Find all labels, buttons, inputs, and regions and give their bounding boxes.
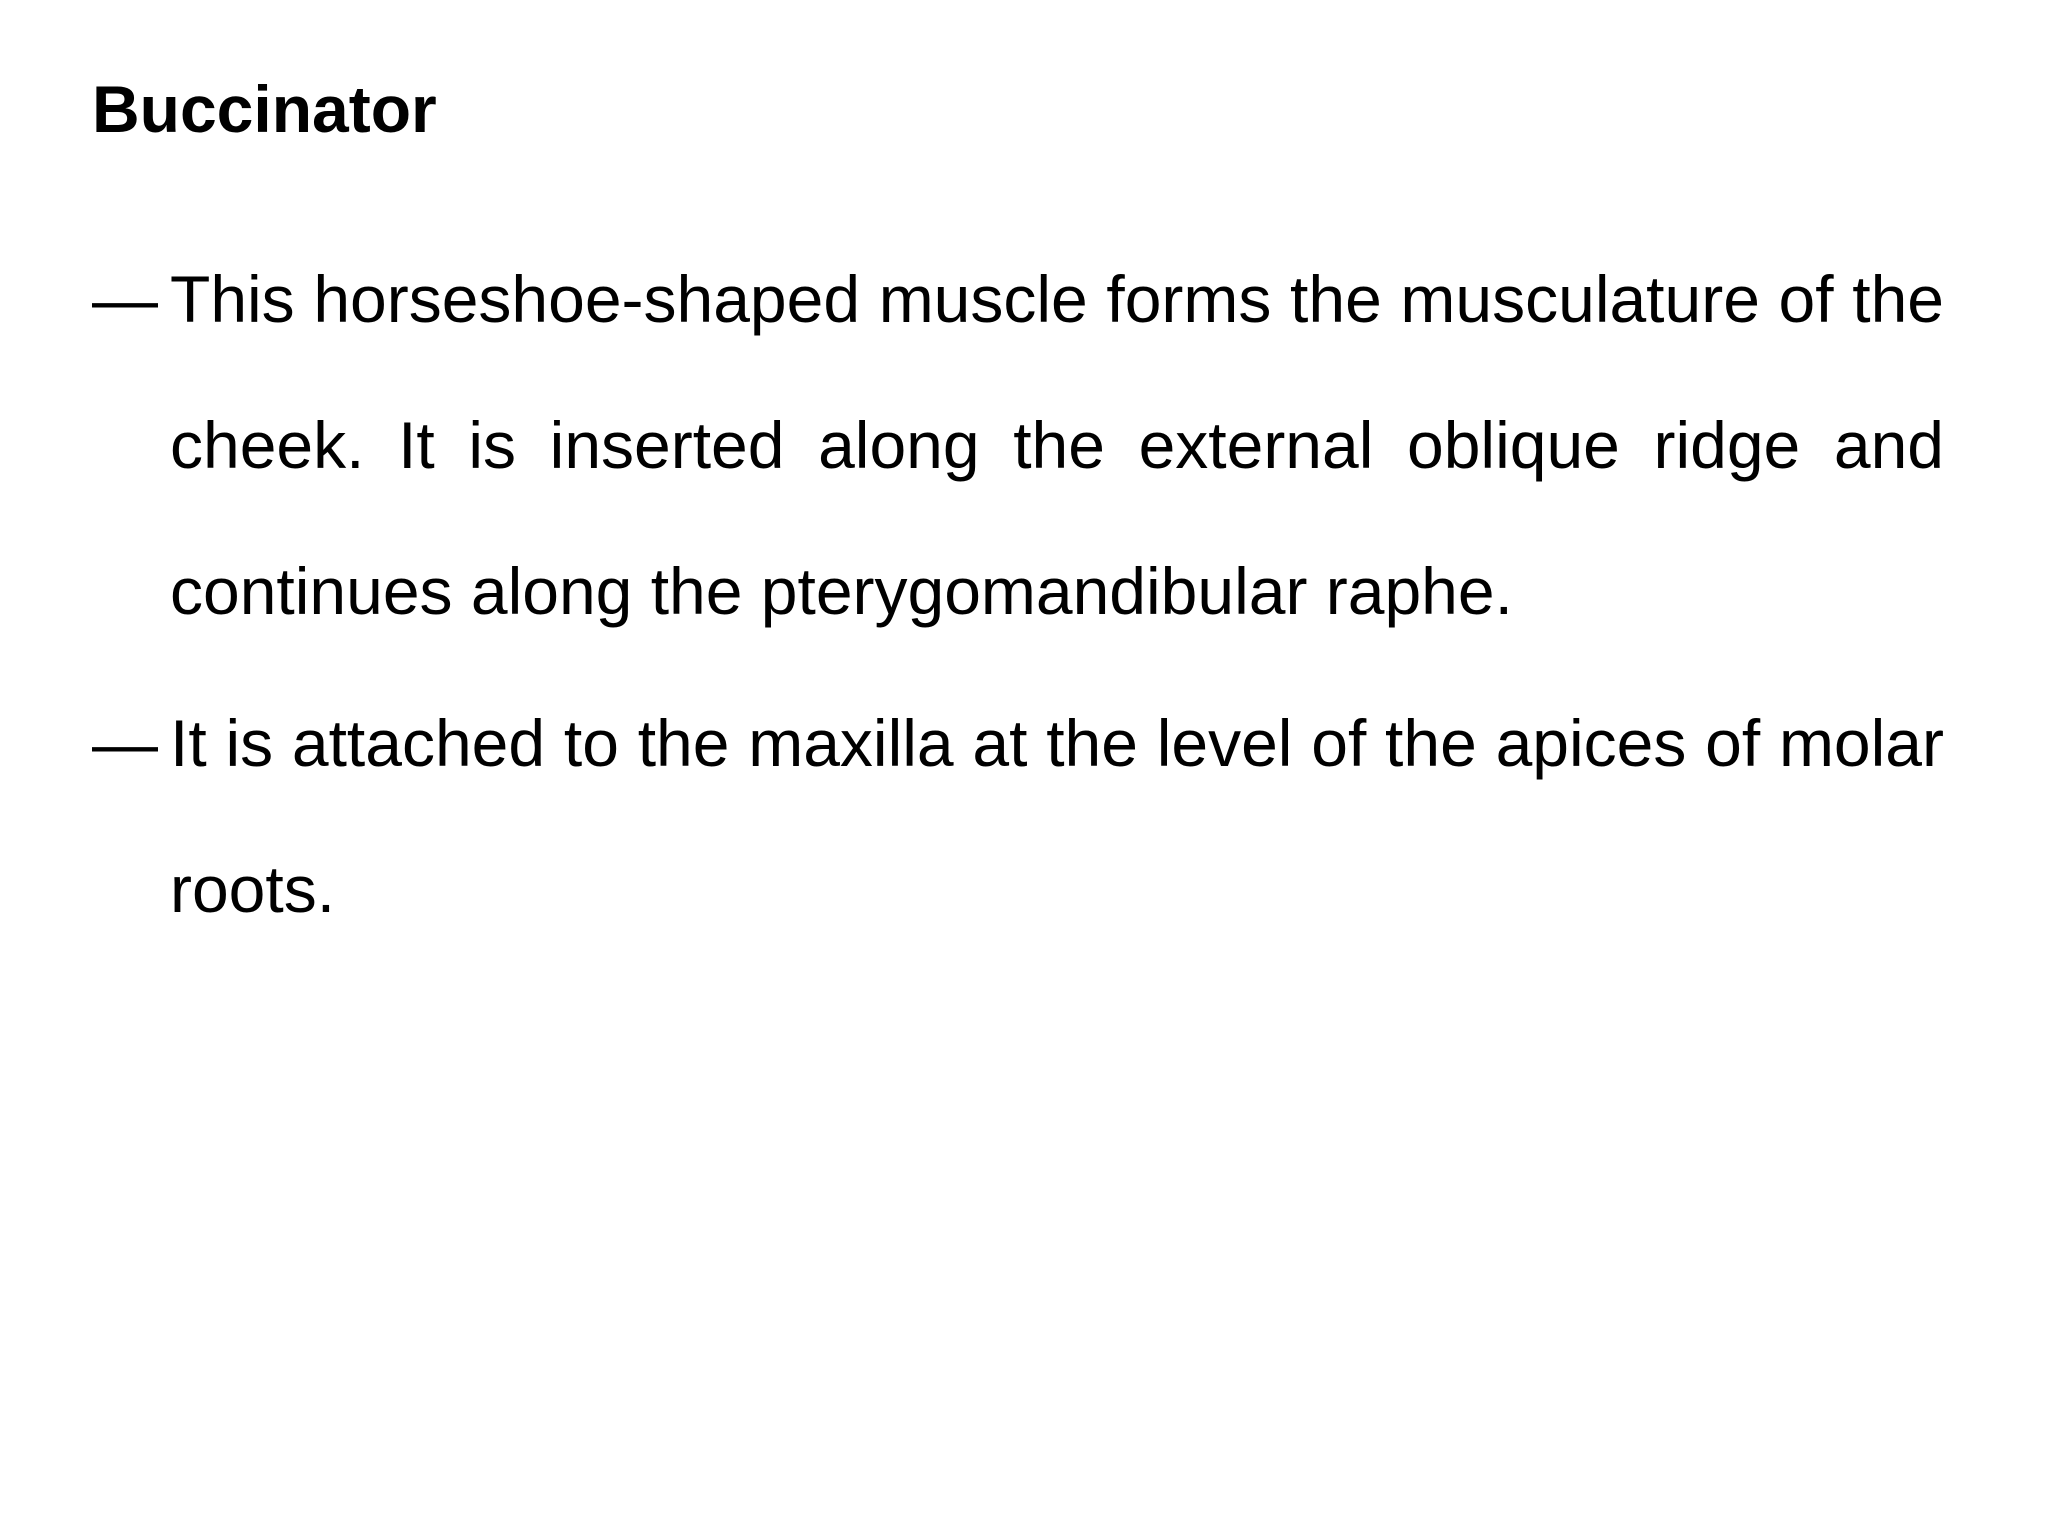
bullet-list <box>92 226 1944 968</box>
bullet-dash-icon: — <box>92 262 158 336</box>
bullet-text: This horseshoe-shaped muscle forms the musculature of the cheek. It is inserted along the external oblique ridge and continues along the pterygomandibular raphe. <box>170 262 1944 628</box>
bullet-dash-icon: — <box>92 706 158 780</box>
slide-title: Buccinator <box>92 72 437 146</box>
bullet-item <box>92 670 1944 962</box>
bullet-item <box>92 226 1944 664</box>
bullet-text: It is attached to the maxilla at the level of the apices of molar roots. <box>170 706 1944 926</box>
